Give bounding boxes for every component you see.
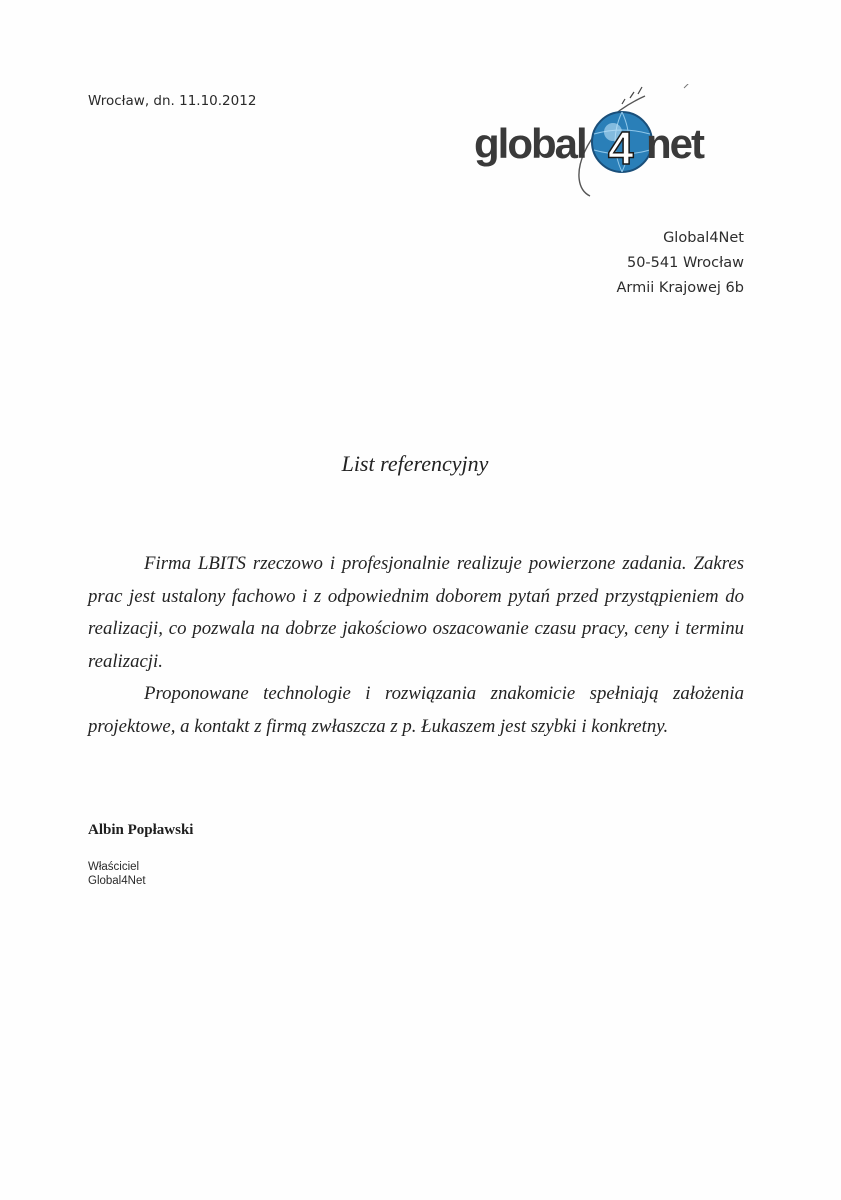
logo-text-right: net xyxy=(646,120,703,167)
signatory-company: Global4Net xyxy=(88,875,146,887)
recipient-name: Global4Net xyxy=(663,230,744,246)
recipient-address xyxy=(616,226,744,301)
place-date: Wrocław, dn. 11.10.2012 xyxy=(88,93,257,109)
logo-spark xyxy=(684,84,694,88)
recipient-city: 50-541 Wrocław xyxy=(626,255,744,271)
logo-text-left: global xyxy=(474,120,586,167)
logo-dots xyxy=(622,87,642,104)
body-paragraph: Proponowane technologie i rozwiązania znakomicie spełniają założenia projektowe, a kontakt z firmą zwłaszcza z p. Łukaszem jest szybki i konkretny. xyxy=(88,683,744,737)
recipient-street: Armii Krajowej 6b xyxy=(616,280,744,296)
signatory-role: Właściciel xyxy=(88,861,140,873)
logo-graphic xyxy=(470,84,720,204)
letter-body xyxy=(88,548,744,743)
logo-text-digit: 4 xyxy=(608,122,634,174)
body-paragraph: Firma LBITS rzeczowo i profesjonalnie realizuje powierzone zadania. Zakres prac jest ustalony fachowo i z odpowiednim doborem pytań przed przystąpieniem do realizacji, co pozwala na dobrze jakościowo oszacowanie czasu pracy, ceny i terminu realizacji. xyxy=(88,553,744,672)
letter-title: List referencyjny xyxy=(341,451,489,476)
global4net-logo xyxy=(470,84,720,204)
signatory-details xyxy=(88,860,146,888)
signatory-name: Albin Popławski xyxy=(88,822,194,838)
